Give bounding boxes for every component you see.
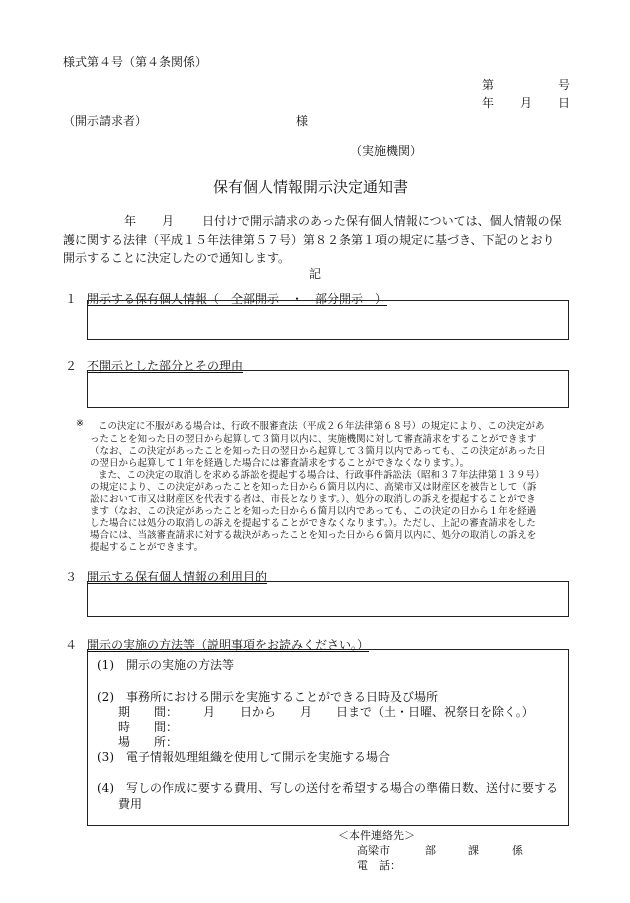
date-year: 年 bbox=[482, 96, 495, 110]
ki-mark: 記 bbox=[309, 267, 322, 281]
notice-line: 提起することができます。 bbox=[90, 542, 204, 553]
date-month: 月 bbox=[520, 96, 533, 110]
contact-heading: ＜本件連絡先＞ bbox=[338, 829, 415, 842]
requester-label: （開示請求者） bbox=[63, 114, 148, 128]
section-4-item-4: (4) 写しの作成に要する費用、写しの送付を希望する場合の準備日数、送付に要する bbox=[97, 781, 559, 795]
contact-department: 部 bbox=[425, 844, 436, 857]
section-4-item-4-cont: 費用 bbox=[118, 797, 143, 811]
section-3-number: ３ bbox=[65, 570, 78, 584]
notice-mark: ※ bbox=[76, 418, 84, 429]
notice-line: この決定に不服がある場合は、行政不服審査法（平成２６年法律第６８号）の規定により、この決定があ bbox=[98, 421, 545, 432]
document-number-suffix: 号 bbox=[558, 78, 571, 92]
time-label: 時 間： bbox=[118, 720, 179, 734]
notice-line: また、この決定の取消しを求める訴訟を提起する場合は、行政事件訴訟法（昭和３７年法律第１３９号） bbox=[98, 470, 545, 481]
period-label: 期 間： bbox=[118, 705, 179, 719]
date-day: 日 bbox=[558, 96, 571, 110]
contact-section: 課 bbox=[468, 844, 479, 857]
contact-phone: 電 話： bbox=[357, 859, 401, 872]
section-4-item-2: (2) 事務所における開示を実施することができる日時及び場所 bbox=[97, 690, 439, 704]
agency-label: （実施機関） bbox=[350, 144, 423, 158]
section-1-field[interactable] bbox=[87, 300, 569, 340]
period-to: 日まで（土・日曜、祝祭日を除く。） bbox=[336, 705, 534, 719]
intro-year: 年 bbox=[124, 214, 137, 228]
notice-line: した場合には処分の取消しの訴えを提起することができなくなります。）。ただし、上記の審査請求をした bbox=[90, 518, 536, 529]
document-number-prefix: 第 bbox=[482, 78, 495, 92]
section-4-item-3: (3) 電子情報処理組織を使用して開示を実施する場合 bbox=[97, 750, 391, 764]
notice-line: ったことを知った日の翌日から起算して３箇月以内に、実施機関に対して審査請求をすることができます bbox=[90, 434, 537, 445]
notice-line: （なお、この決定があったことを知った日の翌日から起算して３箇月以内であっても、この決定があった日 bbox=[90, 446, 546, 457]
document-title: 保有個人情報開示決定通知書 bbox=[213, 178, 409, 196]
section-4-item-1: (1) 開示の実施の方法等 bbox=[97, 658, 234, 672]
notice-line: 場合には、当該審査請求に対する裁決があったことを知った日から６箇月以内に、処分の取消しの訴えを bbox=[90, 530, 537, 541]
section-1-number: １ bbox=[65, 292, 78, 306]
intro-line-1: 日付けで開示請求のあった保有個人情報については、個人情報の保 bbox=[202, 214, 562, 228]
section-2-label: 不開示とした部分とその理由 bbox=[87, 359, 244, 373]
contact-unit: 係 bbox=[512, 844, 523, 857]
period-month-from: 月 bbox=[203, 705, 216, 719]
section-2-number: ２ bbox=[65, 359, 78, 373]
notice-line: の翌日から起算して１年を経過した場合には審査請求をすることができなくなります。）。 bbox=[90, 458, 470, 469]
contact-city: 高梁市 bbox=[357, 844, 390, 857]
section-4-number: ４ bbox=[65, 638, 78, 652]
section-4-label: 開示の実施の方法等（説明事項をお読みください。） bbox=[87, 638, 370, 652]
intro-month: 月 bbox=[162, 214, 175, 228]
section-3-label: 開示する保有個人情報の利用目的 bbox=[87, 570, 268, 584]
form-number: 様式第４号（第４条関係） bbox=[63, 55, 208, 69]
intro-line-3: 開示することに決定したので通知します。 bbox=[63, 251, 291, 265]
notice-line: ます（なお、この決定があったことを知った日から６箇月以内であっても、この決定の日から１年を経過 bbox=[90, 506, 537, 517]
period-from: 日から bbox=[240, 705, 277, 719]
section-2-field[interactable] bbox=[87, 370, 569, 408]
honorific: 様 bbox=[296, 114, 309, 128]
section-1-label: 開示する保有個人情報（ 全部開示 ・ 部分開示 ） bbox=[87, 292, 388, 306]
notice-line: の規定により、この決定があったことを知った日から６箇月以内に、高梁市又は財産区を被告として（訴 bbox=[90, 482, 537, 493]
notice-line: 訟において市又は財産区を代表する者は、市長となります。）、処分の取消しの訴えを提起することができ bbox=[90, 494, 536, 505]
intro-line-2: 護に関する法律（平成１５年法律第５７号）第８２条第１項の規定に基づき、下記のとおり bbox=[63, 233, 555, 247]
section-3-field[interactable] bbox=[87, 581, 569, 617]
place-label: 場 所： bbox=[118, 735, 179, 749]
period-month-to: 月 bbox=[300, 705, 313, 719]
